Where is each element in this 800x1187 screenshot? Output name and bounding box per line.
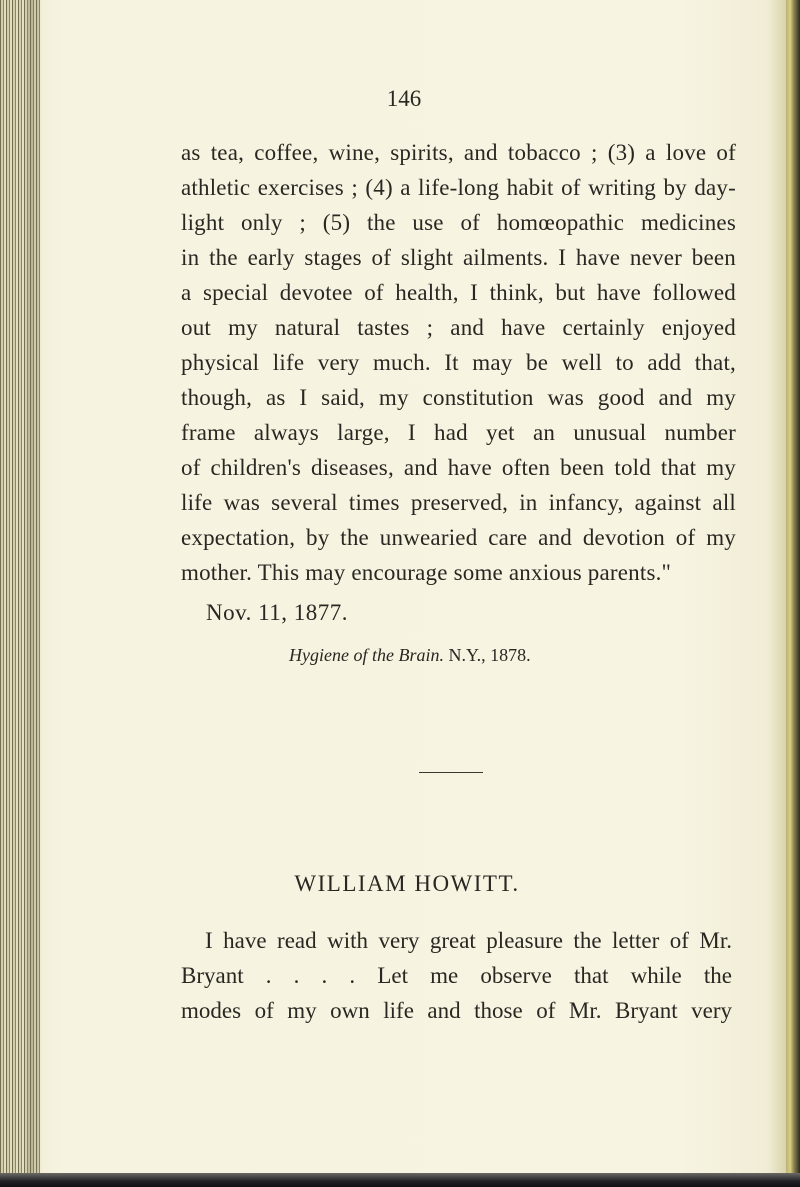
text-line: of children's diseases, and have often been told that my <box>181 455 736 480</box>
text-line: modes of my own life and those of Mr. Bryant very <box>181 998 732 1023</box>
page-edge-right <box>786 0 800 1187</box>
text-line: a special devotee of health, I think, but have followed <box>181 280 736 305</box>
text-line: light only ; (5) the use of homœopathic medicines <box>181 210 736 235</box>
text-line: though, as I said, my constitution was good and my <box>181 385 736 410</box>
source-place-year: N.Y., 1878. <box>448 645 531 665</box>
source-citation <box>289 645 531 666</box>
section-divider <box>419 772 483 773</box>
paragraph-body-2 <box>181 923 732 1028</box>
text-line: frame always large, I had yet an unusual number <box>181 420 736 445</box>
page-gutter-left <box>0 0 40 1187</box>
text-line: physical life very much. It may be well to add that, <box>181 350 736 375</box>
text-line: mother. This may encourage some anxious parents." <box>181 560 672 585</box>
page-edge-shade <box>768 0 786 1187</box>
text-line: as tea, coffee, wine, spirits, and tobacco ; (3) a love of <box>181 140 736 165</box>
text-line: I have read with very great pleasure the letter of Mr. <box>205 928 732 953</box>
text-line: expectation, by the unwearied care and devotion of my <box>181 525 736 550</box>
text-line: life was several times preserved, in infancy, against all <box>181 490 736 515</box>
section-heading: WILLIAM HOWITT. <box>294 871 520 896</box>
page-edge-bottom <box>0 1173 800 1187</box>
page-number: 146 <box>386 86 422 111</box>
text-line: Bryant . . . . Let me observe that while the <box>181 963 732 988</box>
text-line: out my natural tastes ; and have certainly enjoyed <box>181 315 736 340</box>
letter-date: Nov. 11, 1877. <box>206 600 349 625</box>
text-line: athletic exercises ; (4) a life-long habit of writing by day- <box>181 175 736 200</box>
source-title: Hygiene of the Brain. <box>289 645 444 665</box>
text-line: in the early stages of slight ailments. I have never been <box>181 245 736 270</box>
paragraph-body <box>181 135 736 590</box>
